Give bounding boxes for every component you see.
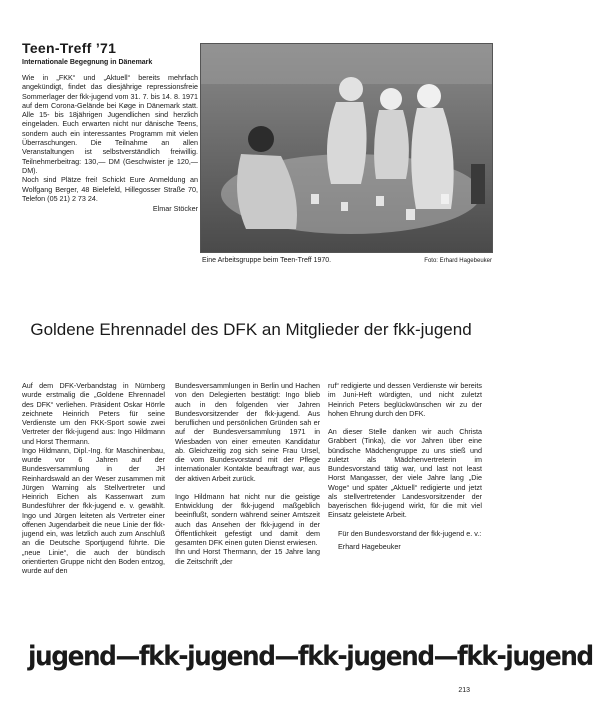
fkk-jugend-banner: jugend—fkk-jugend—fkk-jugend—fkk-jugend [28,641,593,672]
teen-treff-body [22,73,198,203]
teen-treff-paragraph: Wie in „FKK“ und „Aktuell“ bereits mehrfach angekündigt, findet das diesjährige repressionsfreie Sommerlager der fkk-jugend vom 31. 7. bis 14. 8. 1971 auf dem Corona-Gelände bei Køge in Dänemark statt. Alle 15- bis 18jährigen Jugendlichen sind herzlich eingeladen. Euch erwarten nicht nur dänische Teens, sondern auch ein interessantes Programm mit vielen Überraschungen. Die Teilnahme an allen Veranstaltungen ist selbstverständlich freiwillig. Teilnehmerbeitrag: 130,— DM (Geschwister je 120,— DM). [22,73,198,175]
page-number: 213 [458,687,470,694]
photo-credit: Foto: Erhard Hagebeuker [424,258,492,264]
signature-line: Für den Bundesvorstand der fkk-jugend e. v.: [338,528,482,538]
teen-treff-article [22,40,198,213]
teen-treff-paragraph: Noch sind Plätze frei! Schickt Eure Anmeldung an Wolfgang Berger, 48 Bielefeld, Hillegosser Straße 70, Telefon (05 21) 2 73 24. [22,175,198,203]
photo-illustration [201,44,492,252]
group-photo [200,43,493,253]
article-paragraph: Auf dem DFK-Verbandstag in Nürnberg wurde erstmalig die „Goldene Ehrennadel des DFK“ verliehen. Präsident Oskar Hörrle zeichnete Heinrich Peters für seine Verdienste um den FKK-Sport sowie zwei Vertreter der fkk-jugend aus: Ingo Hildmann und Horst Thermann. [22,381,165,446]
article-paragraph: Ingo Hildmann, Dipl.-Ing. für Maschinenbau, wurde vor 6 Jahren auf der Bundesversammlung in der JH Reinhardswald an der Weser zusammen mit Jürgen Warning als Stellvertreter und Heinrich Eichen als Kassenwart zum Bundesführer der fkk-jugend e. v. gewählt. Ingo und Jürgen leiteten als Vertreter einer offenen Jugendarbeit die neue Linie der fkk-jugend ein, was letzlich auch zum Anschluß an die Deutsche Sportjugend führte. Die „neue Linie“, die auch der bündisch orientierten Gruppe nicht den Boden entzog, wurde auf den [22,445,165,575]
teen-treff-title: Teen-Treff ’71 [22,40,117,56]
article-paragraph: Ihn und Horst Thermann, der 15 Jahre lang die Zeitschrift „der [175,547,320,566]
article-paragraph: Ingo Hildmann hat nicht nur die geistige Entwicklung der fkk-jugend maßgeblich beeinflußt, sondern während seiner Amtszeit auch das Ansehen der fkk-jugend in der Öffentlichkeit gefestigt und damit dem gesamten DFK einen guten Dienst erwiesen. [175,491,320,547]
signature-name: Erhard Hagebeuker [338,541,401,551]
teen-treff-author: Elmar Stöcker [152,204,198,214]
article-signature [328,529,482,552]
article-paragraph: ruf“ redigierte und dessen Verdienste wir bereits im Juni-Heft würdigten, und nicht zuletzt Heinrich Peters beglückwünschen wir zu der hohen Ehrung durch den DFK. [328,381,482,418]
photo-caption: Eine Arbeitsgruppe beim Teen-Treff 1970. [202,257,332,264]
article-paragraph: Bundesversammlungen in Berlin und Hachen von den Delegierten bestätigt: Ingo blieb auch in den folgenden vier Jahren Bundesvorsitzender der fkk-jugend. Aus beruflichen und persönlichen Gründen sah er auf der Bundesversammlung 1971 in Wiesbaden von einer erneuten Kandidatur ab. Gleichzeitig zog sich seine Frau Ursel, die vom Bundesvorstand mit der Pflege internationaler Kontakte beauftragt war, aus der aktiven Arbeit zurück. [175,381,320,483]
article-column-2 [175,381,320,566]
teen-treff-subtitle: Internationale Begegnung in Dänemark [22,59,153,66]
article-column-3 [328,381,482,555]
article-column-1 [22,381,165,575]
article-paragraph: An dieser Stelle danken wir auch Christa Grabbert (Tinka), die vor Jahren über eine bündische Mädchengruppe zu uns stieß und zuletzt als Mädchenvertreterin im Bundesvorstand tätig war, und last not least Horst Mangasser, der viele Jahre lang „Die Woge“ und später „Aktuell“ redigierte und jetzt als stellvertretender Landesvorsitzender der bayerischen fkk-jugend wirkt, für die mit viel Einsatz geleistete Arbeit. [328,427,482,520]
article-headline: Goldene Ehrennadel des DFK an Mitglieder der fkk-jugend [30,320,472,339]
